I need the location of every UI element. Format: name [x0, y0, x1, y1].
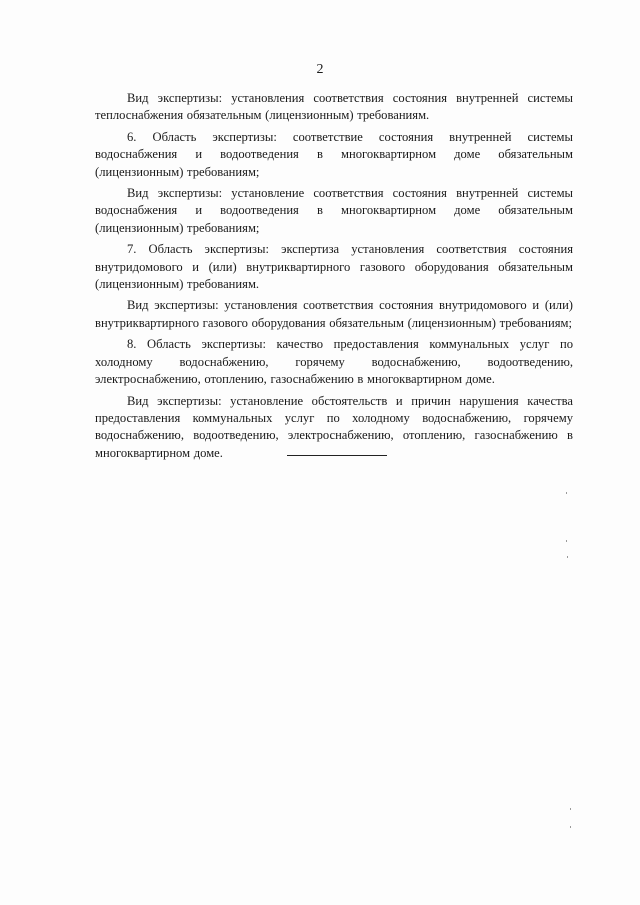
scan-speck — [567, 556, 568, 558]
end-separator-line — [287, 455, 387, 456]
page-number: 2 — [316, 62, 324, 77]
scan-speck — [570, 826, 571, 828]
paragraph-view-heat-supply: Вид экспертизы: установления соответствия состояния внутренней системы теплоснабжения обязательным (лицензионным) требованиям. — [95, 91, 573, 123]
paragraph-view-water-supply: Вид экспертизы: установление соответствия состояния внутренней системы водоснабжения и водоотведения в многоквартирном доме обязательным (лицензионным) требованиям; — [95, 186, 573, 235]
scan-speck — [570, 808, 571, 810]
paragraph-view-utility-quality: Вид экспертизы: установление обстоятельств и причин нарушения качества предоставления коммунальных услуг по холодному водоснабжению, горячему водоснабжению, водоотведению, электроснабжению, отоплению, газоснабжению в многоквартирном доме. — [95, 393, 573, 460]
paragraph-area-7: 7. Область экспертизы: экспертиза установления соответствия состояния внутридомового и (или) внутриквартирного газового оборудования обязательным (лицензионным) требованиям. — [95, 242, 573, 292]
paragraph-view-gas-equipment: Вид экспертизы: установления соответствия состояния внутридомового и (или) внутриквартирного газового оборудования обязательным (лицензионным) требованиям; — [95, 298, 573, 330]
scan-speck — [566, 492, 567, 494]
scan-speck — [566, 540, 567, 542]
paragraph-area-8: 8. Область экспертизы: качество предоставления коммунальных услуг по холодному водоснабжению, горячему водоснабжению, водоотведению, электроснабжению, отоплению, газоснабжению в многоквартирном доме. — [95, 337, 573, 387]
document-body — [95, 90, 573, 466]
paragraph-area-6: 6. Область экспертизы: соответствие состояния внутренней системы водоснабжения и водоотведения в многоквартирном доме обязательным (лицензионным) требованиям; — [95, 129, 573, 179]
